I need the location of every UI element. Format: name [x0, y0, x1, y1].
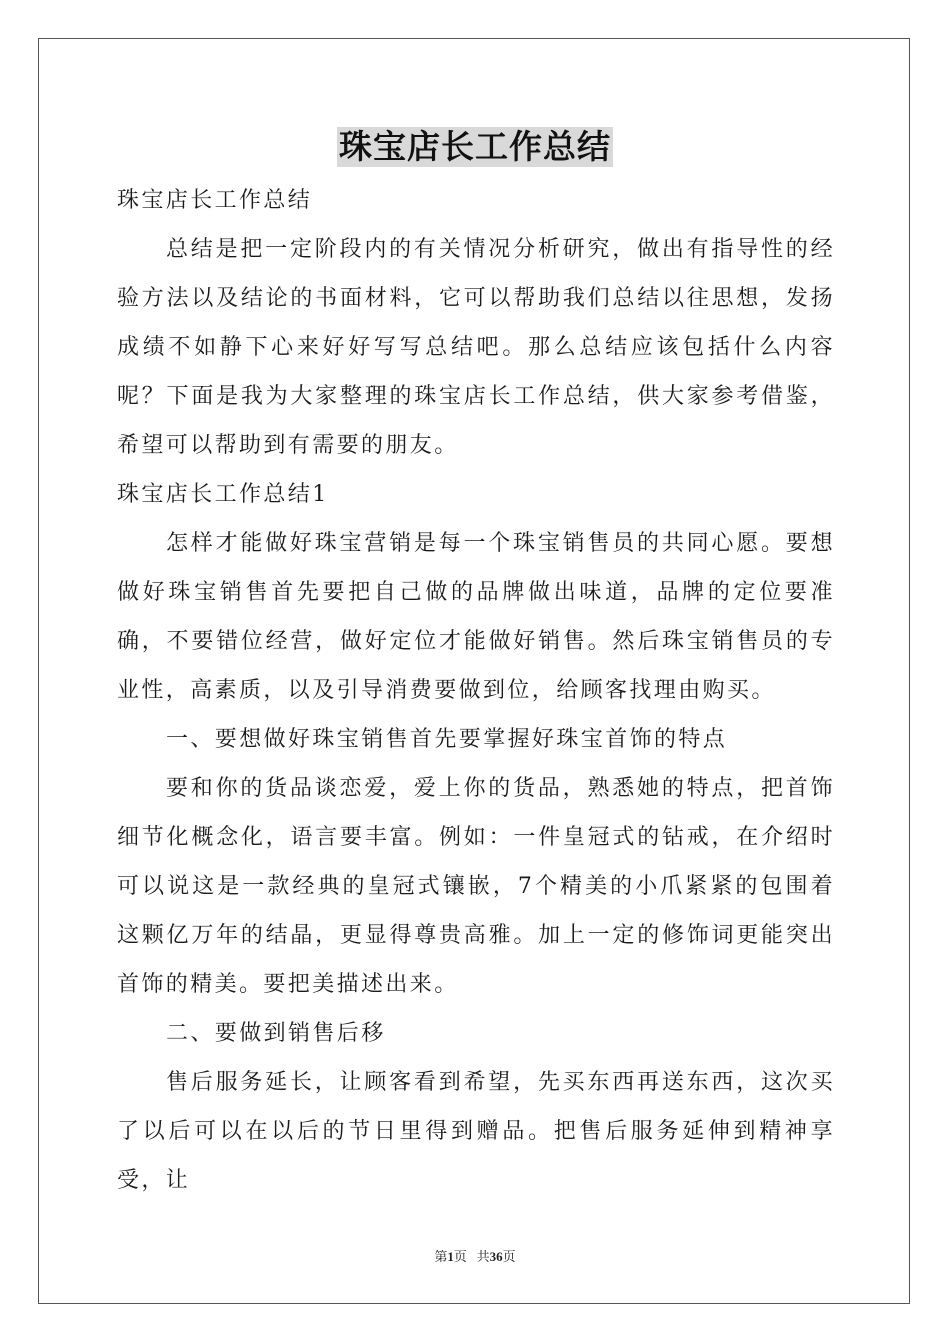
footer-prefix: 第 [434, 1249, 448, 1264]
paragraph: 怎样才能做好珠宝营销是每一个珠宝销售员的共同心愿。要想做好珠宝销售首先要把自己做的品牌做出味道，品牌的定位要准确，不要错位经营，做好定位才能做好销售。然后珠宝销售员的专业性，高素质，以及引导消费要做到位，给顾客找理由购买。 [117, 531, 835, 703]
section-heading: 二、要做到销售后移 [166, 1021, 386, 1046]
footer-page-unit: 页 [453, 1249, 467, 1264]
paragraph: 要和你的货品谈恋爱，爱上你的货品，熟悉她的特点，把首饰细节化概念化，语言要丰富。例如：一件皇冠式的钻戒，在介绍时可以说这是一款经典的皇冠式镶嵌，7个精美的小爪紧紧的包围着这颗亿万年的结晶，更显得尊贵高雅。加上一定的修饰词更能突出首饰的精美。要把美描述出来。 [117, 776, 835, 997]
footer-total-unit: 页 [502, 1249, 516, 1264]
document-title: 珠宝店长工作总结 [339, 127, 611, 166]
current-page-number: 1 [447, 1249, 454, 1264]
document-body [117, 176, 835, 1205]
paragraph: 总结是把一定阶段内的有关情况分析研究，做出有指导性的经验方法以及结论的书面材料，它可以帮助我们总结以往思想，发扬成绩不如静下心来好好写写总结吧。那么总结应该包括什么内容呢？下面是我为大家整理的珠宝店长工作总结，供大家参考借鉴，希望可以帮助到有需要的朋友。 [117, 237, 835, 458]
paragraph: 售后服务延长，让顾客看到希望，先买东西再送东西，这次买了以后可以在以后的节日里得到赠品。把售后服务延伸到精神享受，让 [117, 1070, 835, 1193]
title-container [0, 127, 950, 167]
total-pages-number: 36 [489, 1249, 503, 1264]
section-heading: 一、要想做好珠宝销售首先要掌握好珠宝首饰的特点 [166, 727, 728, 752]
paragraph: 珠宝店长工作总结 [117, 188, 313, 213]
footer-total-prefix: 共 [476, 1249, 490, 1264]
paragraph: 珠宝店长工作总结1 [117, 482, 329, 507]
page-footer [0, 1246, 950, 1265]
